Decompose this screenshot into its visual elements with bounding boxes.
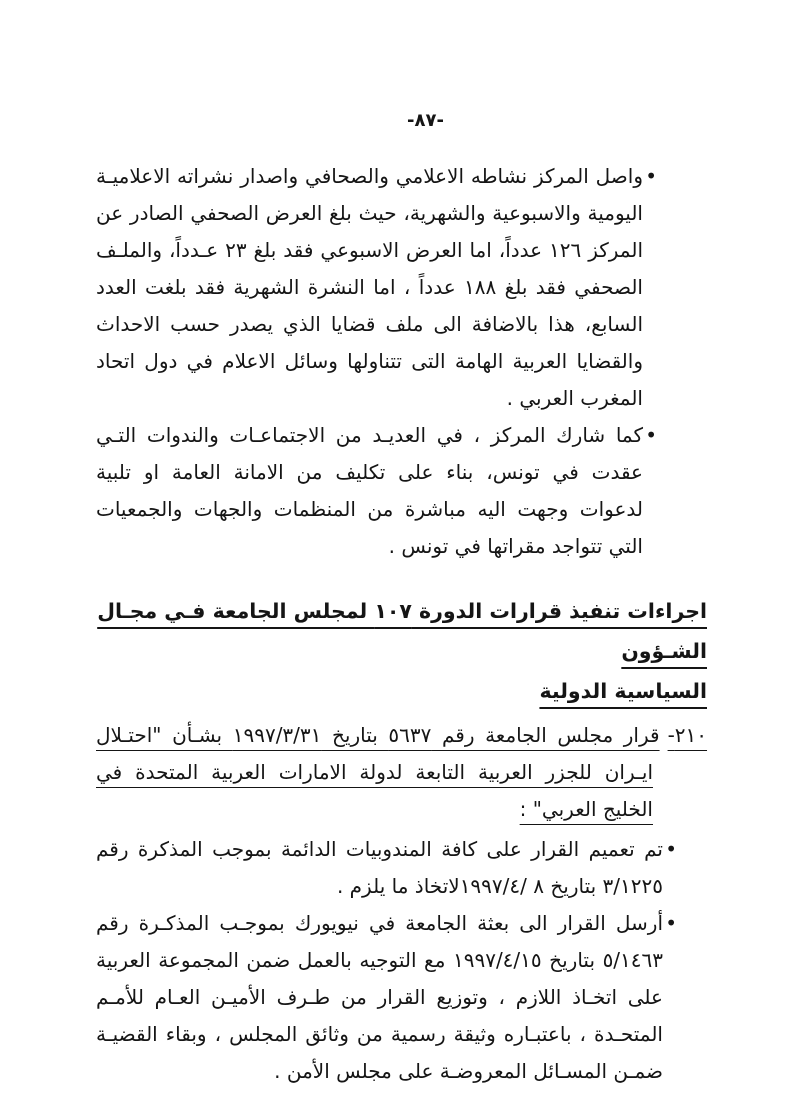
action-bullet-paragraph (96, 905, 677, 1090)
bullet-icon: • (665, 911, 677, 935)
page-number: -٨٧- (407, 110, 444, 131)
paragraph-text: واصل المركز نشاطه الاعلامي والصحافي واصدار نشراته الاعلاميـة اليومية والاسبوعية والشهرية، حيث بلغ العرض الصحفي الصادر عن المركز ١٢٦ عدداً، اما العرض الاسبوعي فقد بلغ ٢٣ عـدداً، والملـف الصحفي فقد بلغ ١٨٨ عدداً ، اما النشرة الشهرية فقد بلغت العدد السابع، هذا بالاضافة الى ملف قضايا الذي يصدر حسب الاحداث والقضايا العربية الهامة التى تتناولها وسائل الاعلام في دول اتحاد المغرب العربي . (96, 164, 643, 410)
bullet-icon: • (665, 837, 677, 861)
decision-item-number: ٢١٠- (667, 723, 708, 747)
action-text: أرسل القرار الى بعثة الجامعة في نيويورك بموجـب المذكـرة رقم ٥/١٤٦٣ بتاريخ ١٩٩٧/٤/١٥ مع التوجيه بالعمل ضمن المجموعة العربية على اتخـاذ اللازم ، وتوزيع القرار من طـرف الأميـن العـام للأمـم المتحـدة ، باعتبـاره وثيقة رسمية من وثائق المجلس ، وبقاء القضيـة ضمـن المسـائل المعروضـة على مجلس الأمن . (96, 911, 664, 1083)
intro-bullet-paragraph (96, 158, 657, 417)
bullet-icon: • (645, 423, 657, 447)
bullet-icon: • (645, 164, 657, 188)
section-heading-line-2: السياسية الدولية (539, 679, 707, 703)
decision-item-title: قرار مجلس الجامعة رقم ٥٦٣٧ بتاريخ ١٩٩٧/٣/٣١ بشـأن "احتـلال ايـران للجزر العربية التابعة لدولة الامارات العربية المتحدة في الخليج العربي" : (96, 723, 660, 821)
decision-item (96, 717, 707, 828)
section-heading-line-1: اجراءات تنفيذ قرارات الدورة ١٠٧ لمجلس الجامعة فـي مجـال الشـؤون (97, 599, 707, 663)
action-bullet-paragraph (96, 831, 677, 905)
action-text: تم تعميم القرار على كافة المندوبيات الدائمة بموجب المذكرة رقم ٣/١٢٢٥ بتاريخ ٨ /١٩٩٧/٤لاتخاذ ما يلزم . (96, 837, 663, 898)
intro-bullet-paragraph (96, 417, 657, 565)
section-heading (96, 591, 707, 711)
paragraph-text: كما شارك المركز ، في العديـد من الاجتماعـات والندوات التـي عقدت في تونس، بناء على تكليف من الامانة العامة او تلبية لدعوات وجهت اليه مباشرة من المنظمات والجهات والجمعيات التي تتواجد مقراتها في تونس . (96, 423, 643, 558)
